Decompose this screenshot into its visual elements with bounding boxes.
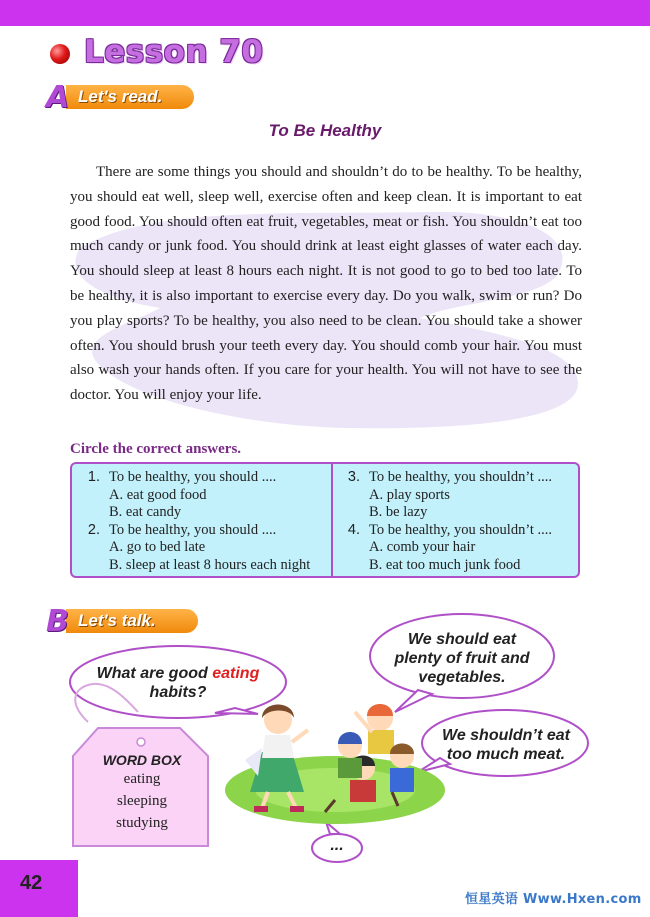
section-a-letter: A xyxy=(46,80,70,115)
bubble-meat-text xyxy=(424,726,588,764)
option-3b[interactable]: B. be lazy xyxy=(369,504,428,520)
question-text: To be healthy, you shouldn’t .... xyxy=(369,521,553,538)
question-text: To be healthy, you should .... xyxy=(109,469,277,485)
watermark: 恒星英语 Www.Hxen.com xyxy=(465,892,642,907)
question-number: 4. xyxy=(347,521,360,538)
question-number: 3. xyxy=(347,469,360,485)
option-2b[interactable]: B. sleep at least 8 hours each night xyxy=(109,556,311,573)
fruit-line-3: vegetables. xyxy=(418,669,506,686)
section-b-label: Let's talk. xyxy=(66,609,198,633)
fruit-line-2: plenty of fruit and xyxy=(394,650,530,667)
section-b-letter: B xyxy=(46,604,69,639)
meat-line-2: too much meat. xyxy=(446,746,566,763)
story-text: There are some things you should and shouldn’t do to be healthy. To be healthy, you should eat well, sleep well, exercise often and keep clean. It is important to eat good food. You should often eat fruit, vegetables, meat or fish. You shouldn’t eat too much candy or junk food. You should drink at least eight glasses of water each day. You should sleep at least 8 hours each night. It is not good to go to bed too late. To be healthy, it is also important to exercise every day. Do you walk, swim or run? Do you play sports? To be healthy, you also need to be clean. You should take a shower often. You should brush your teeth every day. You should comb your hair. You must also wash your hands often. If you care for your health. You will not have to see the doctor. You will enjoy your life. xyxy=(70,164,582,404)
option-4a[interactable]: A. comb your hair xyxy=(369,539,476,555)
word-box-title: WORD BOX xyxy=(102,752,182,768)
question-text: To be healthy, you shouldn’t .... xyxy=(369,469,553,485)
quiz-heading: Circle the correct answers. xyxy=(70,441,242,457)
option-2a[interactable]: A. go to bed late xyxy=(109,539,206,555)
question-number: 2. xyxy=(87,521,100,538)
meat-line-1: We shouldn’t eat xyxy=(442,727,570,744)
option-4b[interactable]: B. eat too much junk food xyxy=(369,556,521,573)
lesson-title: Lesson 70 xyxy=(84,34,264,70)
page-number: 42 xyxy=(20,872,43,894)
option-1b[interactable]: B. eat candy xyxy=(109,504,182,520)
option-3a[interactable]: A. play sports xyxy=(369,486,450,503)
word-box-item: eating xyxy=(123,771,161,787)
bubble-ellipsis-text: ... xyxy=(330,837,344,854)
question-part2: habits? xyxy=(149,684,207,701)
word-box xyxy=(100,752,184,834)
question-text: To be healthy, you should .... xyxy=(109,521,277,538)
bubble-fruit-text xyxy=(372,630,552,687)
story-title: To Be Healthy xyxy=(268,121,382,140)
option-1a[interactable]: A. eat good food xyxy=(109,486,207,503)
bubble-question-text xyxy=(76,664,280,702)
question-highlight: eating xyxy=(212,665,260,682)
fruit-line-1: We should eat xyxy=(407,631,517,648)
word-box-item: sleeping xyxy=(117,793,167,809)
word-box-item: studying xyxy=(116,815,168,831)
question-part1: What are good xyxy=(96,665,213,682)
section-a-label: Let's read. xyxy=(66,85,194,109)
question-number: 1. xyxy=(87,469,100,485)
